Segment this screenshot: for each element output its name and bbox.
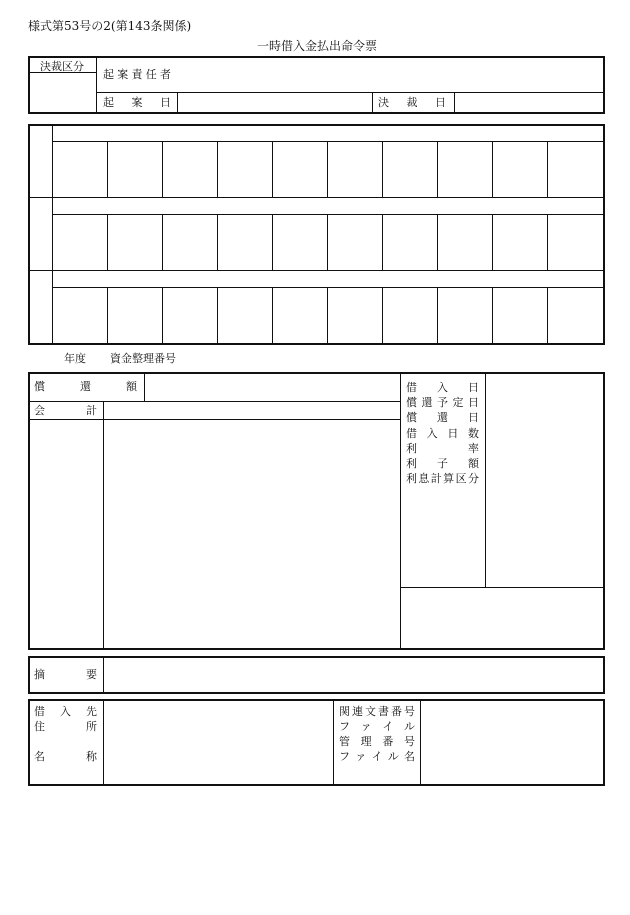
category-label: 決裁区分 [40, 60, 84, 73]
approval-col-line [372, 92, 373, 113]
amount-field[interactable] [145, 373, 400, 401]
name-label: 名 称 [34, 750, 97, 763]
borrow-date-label: 借 入 日 [406, 381, 479, 394]
repayment-date-label: 償 還 日 [406, 411, 479, 424]
account-label: 会 計 [34, 404, 97, 417]
summary-field[interactable] [104, 657, 604, 693]
grid-left-column-line [52, 125, 53, 344]
drafter-label: 起 案 責 任 者 [103, 68, 171, 81]
file-mgmt-label-line1: フ ァ イ ル [339, 720, 415, 733]
lender-mid-divider [333, 700, 334, 785]
decision-date-field[interactable] [455, 93, 604, 113]
amount-label: 償 還 額 [34, 380, 137, 393]
interest-rate-label: 利 率 [406, 442, 479, 455]
fiscal-year-label: 年度 [64, 352, 86, 365]
grid-subheader-line [53, 141, 604, 142]
borrow-from-label: 借 入 先 [34, 705, 97, 718]
approval-divider [96, 57, 97, 113]
draft-date-label: 起 案 日 [103, 96, 171, 109]
right-panel-bottom-line [401, 587, 604, 588]
right-panel-divider [400, 373, 401, 649]
page-title: 一時借入金払出命令票 [257, 39, 378, 53]
form-number: 様式第53号の2(第143条関係) [28, 19, 192, 33]
grid-subheader-line [53, 287, 604, 288]
interest-amount-label: 利 子 額 [406, 457, 479, 470]
file-name-label: フ ァ イ ル 名 [339, 750, 415, 763]
summary-label: 摘 要 [34, 668, 97, 681]
decision-date-label: 決 裁 日 [378, 96, 446, 109]
file-mgmt-label-line2: 管 理 番 号 [339, 735, 415, 748]
file-info-field[interactable] [421, 700, 604, 785]
related-doc-label: 関 連 文 書 番 号 [339, 705, 415, 718]
borrow-days-label: 借 入 日 数 [406, 427, 479, 440]
account-field[interactable] [104, 402, 400, 419]
repayment-values-field[interactable] [486, 373, 604, 587]
grid-subheader-line [53, 214, 604, 215]
grid-group-line [29, 270, 604, 271]
interest-calc-label: 利 息 計 算 区 分 [406, 472, 479, 485]
scheduled-repayment-label: 償 還 予 定 日 [406, 396, 479, 409]
fund-number-label: 資金整理番号 [110, 352, 176, 365]
grid-group-line [29, 197, 604, 198]
lender-field[interactable] [104, 700, 333, 785]
code-grid [28, 124, 605, 345]
account-detail-field[interactable] [104, 420, 400, 649]
drafter-field[interactable] [178, 57, 604, 92]
address-label: 住 所 [34, 720, 97, 733]
draft-date-field[interactable] [178, 93, 372, 113]
